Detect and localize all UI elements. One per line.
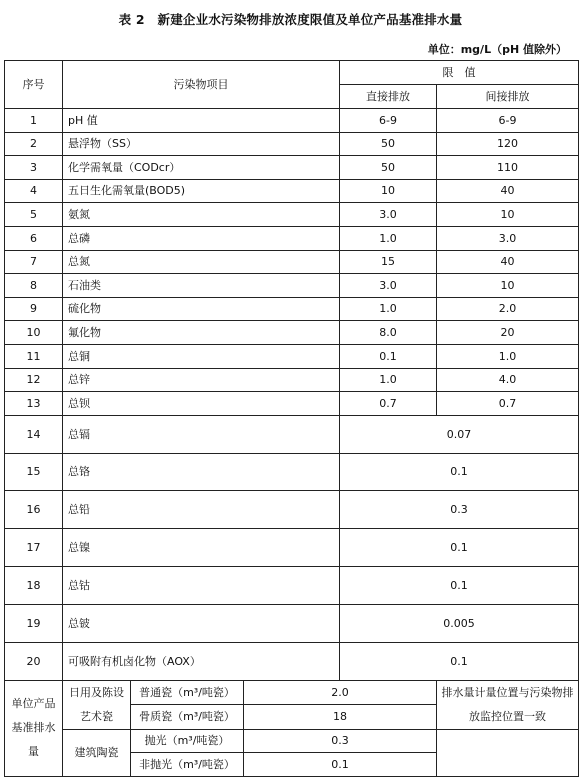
product-type: 普通瓷（m³/吨瓷） <box>131 680 244 705</box>
pollutant-name: 化学需氧量（CODcr） <box>63 156 340 180</box>
row-number: 8 <box>5 274 63 298</box>
product-type: 骨质瓷（m³/吨瓷） <box>131 705 244 730</box>
direct-limit: 1.0 <box>340 226 437 250</box>
pollutant-name: 总镍 <box>63 529 340 567</box>
row-number: 5 <box>5 203 63 227</box>
table-row <box>5 642 579 680</box>
direct-limit: 8.0 <box>340 321 437 345</box>
base-water-location-blank <box>437 729 579 776</box>
direct-limit: 3.0 <box>340 203 437 227</box>
base-water-value: 18 <box>244 705 437 730</box>
table-body <box>5 61 579 777</box>
pollutant-name: 总镉 <box>63 415 340 453</box>
row-number: 17 <box>5 529 63 567</box>
pollutant-name: pH 值 <box>63 109 340 133</box>
indirect-limit: 40 <box>437 250 579 274</box>
row-number: 19 <box>5 604 63 642</box>
pollutant-name: 总氮 <box>63 250 340 274</box>
table-row <box>5 567 579 605</box>
table-row <box>5 250 579 274</box>
indirect-limit: 6-9 <box>437 109 579 133</box>
direct-limit: 3.0 <box>340 274 437 298</box>
row-number: 12 <box>5 368 63 392</box>
direct-limit: 1.0 <box>340 297 437 321</box>
table-row <box>5 109 579 133</box>
indirect-limit: 10 <box>437 274 579 298</box>
base-water-row <box>5 729 579 753</box>
row-number: 1 <box>5 109 63 133</box>
pollutant-name: 总铍 <box>63 604 340 642</box>
table-row <box>5 368 579 392</box>
shared-limit: 0.005 <box>340 604 579 642</box>
category-daily-art-porcelain: 日用及陈设艺术瓷 <box>63 680 131 729</box>
base-water-row <box>5 680 579 705</box>
row-number: 16 <box>5 491 63 529</box>
pollutant-name: 总磷 <box>63 226 340 250</box>
base-water-value: 0.1 <box>244 753 437 777</box>
direct-limit: 0.7 <box>340 392 437 416</box>
table-row <box>5 453 579 491</box>
table-row <box>5 156 579 180</box>
product-type: 抛光（m³/吨瓷） <box>131 729 244 753</box>
indirect-limit: 0.7 <box>437 392 579 416</box>
row-number: 6 <box>5 226 63 250</box>
direct-limit: 0.1 <box>340 344 437 368</box>
row-number: 4 <box>5 179 63 203</box>
indirect-limit: 120 <box>437 132 579 156</box>
row-number: 2 <box>5 132 63 156</box>
indirect-limit: 20 <box>437 321 579 345</box>
row-number: 9 <box>5 297 63 321</box>
category-building-ceramics: 建筑陶瓷 <box>63 729 131 776</box>
table-row <box>5 604 579 642</box>
pollutant-name: 可吸附有机卤化物（AOX） <box>63 642 340 680</box>
shared-limit: 0.1 <box>340 453 579 491</box>
pollutant-name: 总锌 <box>63 368 340 392</box>
header-item: 污染物项目 <box>63 61 340 109</box>
table-row <box>5 529 579 567</box>
row-number: 10 <box>5 321 63 345</box>
row-number: 7 <box>5 250 63 274</box>
pollutant-name: 悬浮物（SS） <box>63 132 340 156</box>
shared-limit: 0.3 <box>340 491 579 529</box>
row-number: 13 <box>5 392 63 416</box>
direct-limit: 10 <box>340 179 437 203</box>
header-seq: 序号 <box>5 61 63 109</box>
pollutant-name: 石油类 <box>63 274 340 298</box>
pollutant-name: 总钡 <box>63 392 340 416</box>
base-water-value: 0.3 <box>244 729 437 753</box>
indirect-limit: 40 <box>437 179 579 203</box>
row-number: 20 <box>5 642 63 680</box>
table-row <box>5 274 579 298</box>
shared-limit: 0.07 <box>340 415 579 453</box>
direct-limit: 50 <box>340 156 437 180</box>
table-row <box>5 415 579 453</box>
indirect-limit: 110 <box>437 156 579 180</box>
row-number: 18 <box>5 567 63 605</box>
table-row <box>5 179 579 203</box>
pollutant-name: 硫化物 <box>63 297 340 321</box>
table-row <box>5 392 579 416</box>
direct-limit: 6-9 <box>340 109 437 133</box>
table-row <box>5 344 579 368</box>
table-row <box>5 226 579 250</box>
indirect-limit: 4.0 <box>437 368 579 392</box>
shared-limit: 0.1 <box>340 567 579 605</box>
direct-limit: 15 <box>340 250 437 274</box>
header-row <box>5 61 579 85</box>
pollutant-name: 氟化物 <box>63 321 340 345</box>
standards-table <box>4 60 579 777</box>
shared-limit: 0.1 <box>340 529 579 567</box>
indirect-limit: 2.0 <box>437 297 579 321</box>
row-number: 11 <box>5 344 63 368</box>
pollutant-name: 氨氮 <box>63 203 340 227</box>
row-number: 15 <box>5 453 63 491</box>
table-row <box>5 203 579 227</box>
row-number: 3 <box>5 156 63 180</box>
header-direct: 直接排放 <box>340 85 437 109</box>
indirect-limit: 10 <box>437 203 579 227</box>
pollutant-name: 总铜 <box>63 344 340 368</box>
pollutant-name: 总钴 <box>63 567 340 605</box>
unit-note: 单位：mg/L（pH 值除外） <box>427 43 567 56</box>
product-type: 非抛光（m³/吨瓷） <box>131 753 244 777</box>
base-water-label: 单位产品基准排水量 <box>5 680 63 776</box>
pollutant-name: 总铬 <box>63 453 340 491</box>
base-water-value: 2.0 <box>244 680 437 705</box>
indirect-limit: 1.0 <box>437 344 579 368</box>
row-number: 14 <box>5 415 63 453</box>
pollutant-name: 五日生化需氧量(BOD5) <box>63 179 340 203</box>
pollutant-name: 总铅 <box>63 491 340 529</box>
table-row <box>5 321 579 345</box>
base-water-location: 排水量计量位置与污染物排放监控位置一致 <box>437 680 579 729</box>
table-row <box>5 132 579 156</box>
table-row <box>5 297 579 321</box>
direct-limit: 50 <box>340 132 437 156</box>
table-row <box>5 491 579 529</box>
direct-limit: 1.0 <box>340 368 437 392</box>
header-indirect: 间接排放 <box>437 85 579 109</box>
indirect-limit: 3.0 <box>437 226 579 250</box>
table-title: 表 2 新建企业水污染物排放浓度限值及单位产品基准排水量 <box>118 12 463 27</box>
shared-limit: 0.1 <box>340 642 579 680</box>
header-limit: 限 值 <box>340 61 579 85</box>
